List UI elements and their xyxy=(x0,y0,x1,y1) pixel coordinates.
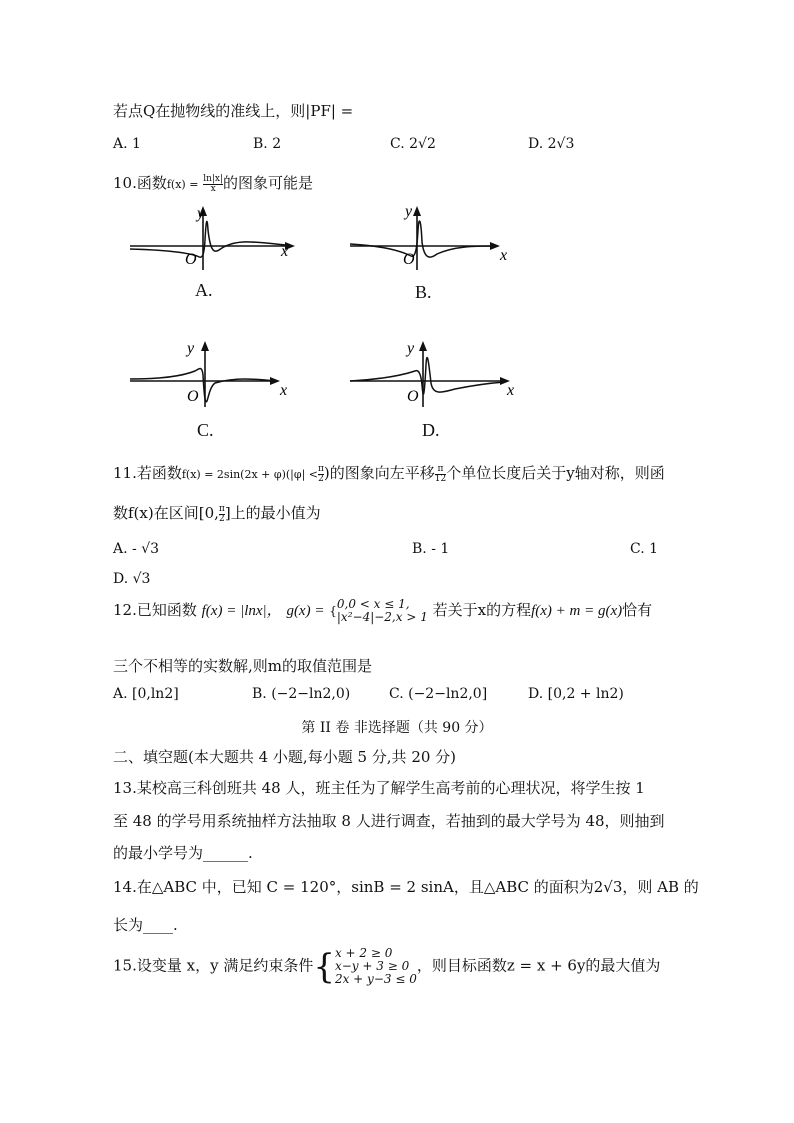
q15-line xyxy=(113,947,660,986)
graph-d-x-label: x xyxy=(507,382,515,399)
graph-b-x-label: x xyxy=(500,247,508,264)
q11-end: 个单位长度后关于y轴对称，则函 xyxy=(446,464,665,482)
q12-case2: |x²−4|−2,x > 1 xyxy=(336,610,428,624)
graph-b-label: B. xyxy=(415,282,432,302)
graph-c-origin: O xyxy=(187,388,199,405)
q9-option-c: C. 2√2 xyxy=(390,136,436,152)
q9-stem: 若点Q在抛物线的准线上，则|PF| = xyxy=(113,102,354,120)
q14-line1: 14.在△ABC 中，已知 C = 120°，sinB = 2 sinA，且△ABC 的面积为2√3，则 AB 的 xyxy=(113,878,699,896)
q10-frac-den: x xyxy=(210,183,216,194)
q9-option-d: D. 2√3 xyxy=(528,136,575,152)
q12-case1: 0,0 < x ≤ 1, xyxy=(336,597,410,611)
q10-stem xyxy=(113,172,313,194)
graph-b-y-label: y xyxy=(405,203,413,220)
q11-option-a: A. - √3 xyxy=(113,541,160,557)
q12-option-c: C. (−2−ln2,0] xyxy=(389,686,488,702)
section2-title: 第 II 卷 非选择题（共 90 分） xyxy=(301,720,493,736)
q13-line1: 13.某校高三科创班共 48 人，班主任为了解学生高考前的心理状况，将学生按 1 xyxy=(113,779,645,797)
q9-option-b: B. 2 xyxy=(253,136,282,152)
q15-prefix: 15.设变量 x，y 满足约束条件 xyxy=(113,956,314,975)
q12-equation: f(x) + m = g(x) xyxy=(531,603,623,619)
graph-d-y-label: y xyxy=(407,340,415,357)
graph-b xyxy=(345,200,525,275)
q14-line2: 长为____. xyxy=(113,916,178,934)
graph-d-origin: O xyxy=(407,388,419,405)
q11-frac2-den: 12 xyxy=(434,473,447,484)
q11-line2-a: 数f(x)在区间[0, xyxy=(113,504,219,522)
q12-piecewise: { xyxy=(329,603,337,618)
q11-frac2-num: π xyxy=(435,465,446,475)
graph-a-x-label: x xyxy=(281,243,289,260)
q11-prefix: 11.若函数 xyxy=(113,464,182,482)
q15-suffix: ，则目标函数z = x + 6y的最大值为 xyxy=(416,956,661,975)
q15-constraints xyxy=(335,947,417,986)
q10-frac-num: ln|x| xyxy=(203,173,224,184)
q12-line1 xyxy=(113,598,652,624)
graph-d-label: D. xyxy=(422,420,440,440)
graph-a-y-label: y xyxy=(197,205,205,222)
graph-b-origin: O xyxy=(403,251,415,268)
graph-c xyxy=(125,335,305,410)
q15-c2: x−y + 3 ≥ 0 xyxy=(334,959,410,973)
q11-option-b: B. - 1 xyxy=(412,541,450,557)
graph-a xyxy=(125,200,305,275)
q11-frac3-num: π xyxy=(218,503,225,514)
q15-brace: { xyxy=(313,946,335,987)
q13-line2: 至 48 的学号用系统抽样方法抽取 8 人进行调查，若抽到的最大学号为 48，则抽到 xyxy=(113,812,665,830)
q10-suffix: 的图象可能是 xyxy=(223,174,314,192)
q11-frac1-num: π xyxy=(318,463,324,474)
graph-d xyxy=(345,335,525,410)
graph-a-origin: O xyxy=(185,251,197,268)
q12-option-d: D. [0,2 + ln2) xyxy=(528,686,624,702)
q11-func: f(x) = 2sin(2x + φ)(|φ| < xyxy=(181,468,318,481)
q11-mid: )的图象向左平移 xyxy=(323,464,435,482)
graph-c-y-label: y xyxy=(187,340,195,357)
graph-a-label: A. xyxy=(195,280,213,300)
q11-option-d: D. √3 xyxy=(113,571,151,587)
section2-heading: 二、填空题(本大题共 4 小题,每小题 5 分,共 20 分) xyxy=(113,748,457,766)
graph-c-label: C. xyxy=(197,420,214,440)
q12-f-def: f(x) = |lnx|， xyxy=(201,603,282,619)
q12-end: 恰有 xyxy=(622,601,653,619)
q11-frac1-den: 2 xyxy=(318,473,324,484)
q15-c1: x + 2 ≥ 0 xyxy=(334,946,393,960)
q13-line3: 的最小学号为______. xyxy=(113,844,253,862)
q9-option-a: A. 1 xyxy=(113,136,141,152)
q10-func-lhs: f(x) = xyxy=(166,178,199,191)
q12-g-lhs: g(x) = xyxy=(286,603,325,619)
q11-option-c: C. 1 xyxy=(630,541,659,557)
q12-option-a: A. [0,ln2] xyxy=(113,686,179,702)
q11-frac2 xyxy=(435,465,446,484)
q10-prefix: 10.函数 xyxy=(113,174,167,192)
q10-fraction xyxy=(203,175,223,194)
q12-line2: 三个不相等的实数解,则m的取值范围是 xyxy=(113,657,372,675)
q11-line2-b: ]上的最小值为 xyxy=(224,504,321,522)
q11-frac3-den: 2 xyxy=(218,513,225,524)
q11-line1 xyxy=(113,462,665,484)
q12-mid: 若关于x的方程 xyxy=(432,601,532,619)
graph-c-x-label: x xyxy=(280,382,288,399)
q12-option-b: B. (−2−ln2,0) xyxy=(252,686,351,702)
q12-prefix: 12.已知函数 xyxy=(113,601,197,619)
q15-c3: 2x + y−3 ≤ 0 xyxy=(334,972,417,986)
q11-line2 xyxy=(113,502,321,524)
q12-cases xyxy=(337,598,428,624)
